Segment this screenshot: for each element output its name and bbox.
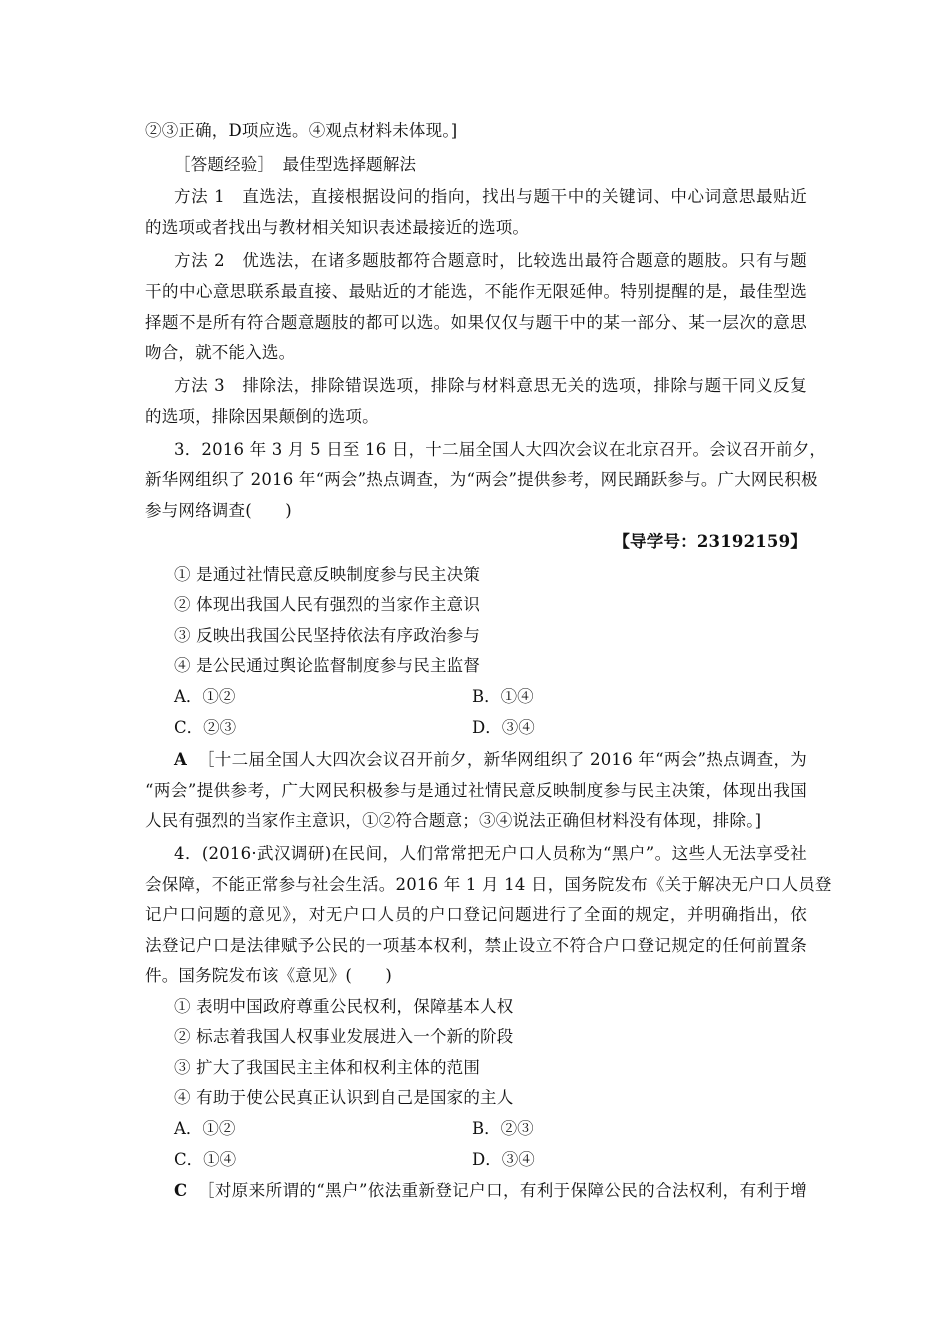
q4-stem-line3: 记户口问题的意见》，对无户口人员的户口登记问题进行了全面的规定，并明确指出，依 <box>145 905 807 924</box>
q3-answer-line1: ［十二届全国人大四次会议召开前夕，新华网组织了 2016 年“两会”热点调查，为 <box>198 750 807 769</box>
q4-stem-line5: 件。国务院发布该《意见》( ) <box>145 966 393 985</box>
q4-item-1: ① 表明中国政府尊重公民权利，保障基本人权 <box>174 997 514 1016</box>
q3-item-2: ② 体现出我国人民有强烈的当家作主意识 <box>174 595 481 614</box>
experience-title: ［答题经验］ 最佳型选择题解法 <box>174 155 417 174</box>
q4-item-2: ② 标志着我国人权事业发展进入一个新的阶段 <box>174 1027 514 1046</box>
q3-answer-line2: “两会”提供参考，广大网民积极参与是通过社情民意反映制度参与民主决策，体现出我国 <box>145 781 807 800</box>
method3-line1: 方法 3 排除法，排除错误选项，排除与材料意思无关的选项，排除与题干同义反复 <box>174 376 807 395</box>
continued-answer-line: ②③正确，D项应选。④观点材料未体现。] <box>145 121 458 140</box>
method1-line2: 的选项或者找出与教材相关知识表述最接近的选项。 <box>145 218 530 237</box>
q3-option-c: C．②③ <box>174 718 237 737</box>
method3-line2: 的选项，排除因果颠倒的选项。 <box>145 407 379 426</box>
q4-answer-line1: ［对原来所谓的“黑户”依法重新登记户口，有利于保障公民的合法权利，有利于增 <box>198 1181 807 1200</box>
q3-item-1: ① 是通过社情民意反映制度参与民主决策 <box>174 565 481 584</box>
q3-answer-letter: A <box>174 750 187 769</box>
q4-stem-line2: 会保障，不能正常参与社会生活。2016 年 1 月 14 日，国务院发布《关于解决无户口人员登 <box>145 875 832 894</box>
q3-stem-line3: 参与网络调查( ) <box>145 501 292 520</box>
q4-stem-line4: 法登记户口是法律赋予公民的一项基本权利，禁止设立不符合户口登记规定的任何前置条 <box>145 936 807 955</box>
q3-stem-line2: 新华网组织了 2016 年“两会”热点调查，为“两会”提供参考，网民踊跃参与。广大网民积极 <box>145 470 818 489</box>
q4-answer-letter: C <box>174 1181 188 1200</box>
q4-item-3: ③ 扩大了我国民主主体和权利主体的范围 <box>174 1058 481 1077</box>
q3-guide-number: 【导学号：23192159】 <box>613 532 807 551</box>
q3-answer-line3: 人民有强烈的当家作主意识，①②符合题意；③④说法正确但材料没有体现，排除。] <box>145 811 762 830</box>
q3-item-4: ④ 是公民通过舆论监督制度参与民主监督 <box>174 656 481 675</box>
method2-line4: 吻合，就不能入选。 <box>145 343 296 362</box>
q4-option-c: C．①④ <box>174 1150 237 1169</box>
method2-line3: 择题不是所有符合题意题肢的都可以选。如果仅仅与题干中的某一部分、某一层次的意思 <box>145 313 807 332</box>
q3-option-b: B．①④ <box>472 687 534 706</box>
method2-line2: 干的中心意思联系最直接、最贴近的才能选，不能作无限延伸。特别提醒的是，最佳型选 <box>145 282 807 301</box>
q4-stem-line1: 4．(2016·武汉调研)在民间，人们常常把无户口人员称为“黑户”。这些人无法享受社 <box>174 844 807 863</box>
method1-line1: 方法 1 直选法，直接根据设问的指向，找出与题干中的关键词、中心词意思最贴近 <box>174 187 807 206</box>
q3-option-a: A．①② <box>174 687 236 706</box>
method2-line1: 方法 2 优选法，在诸多题肢都符合题意时，比较选出最符合题意的题肢。只有与题 <box>174 251 807 270</box>
q4-option-b: B．②③ <box>472 1119 534 1138</box>
q4-option-a: A．①② <box>174 1119 236 1138</box>
q3-option-d: D．③④ <box>472 718 535 737</box>
q4-option-d: D．③④ <box>472 1150 535 1169</box>
q4-item-4: ④ 有助于使公民真正认识到自己是国家的主人 <box>174 1088 514 1107</box>
q3-item-3: ③ 反映出我国公民坚持依法有序政治参与 <box>174 626 481 645</box>
q3-stem-line1: 3．2016 年 3 月 5 日至 16 日，十二届全国人大四次会议在北京召开。会议召开前夕， <box>174 440 827 459</box>
